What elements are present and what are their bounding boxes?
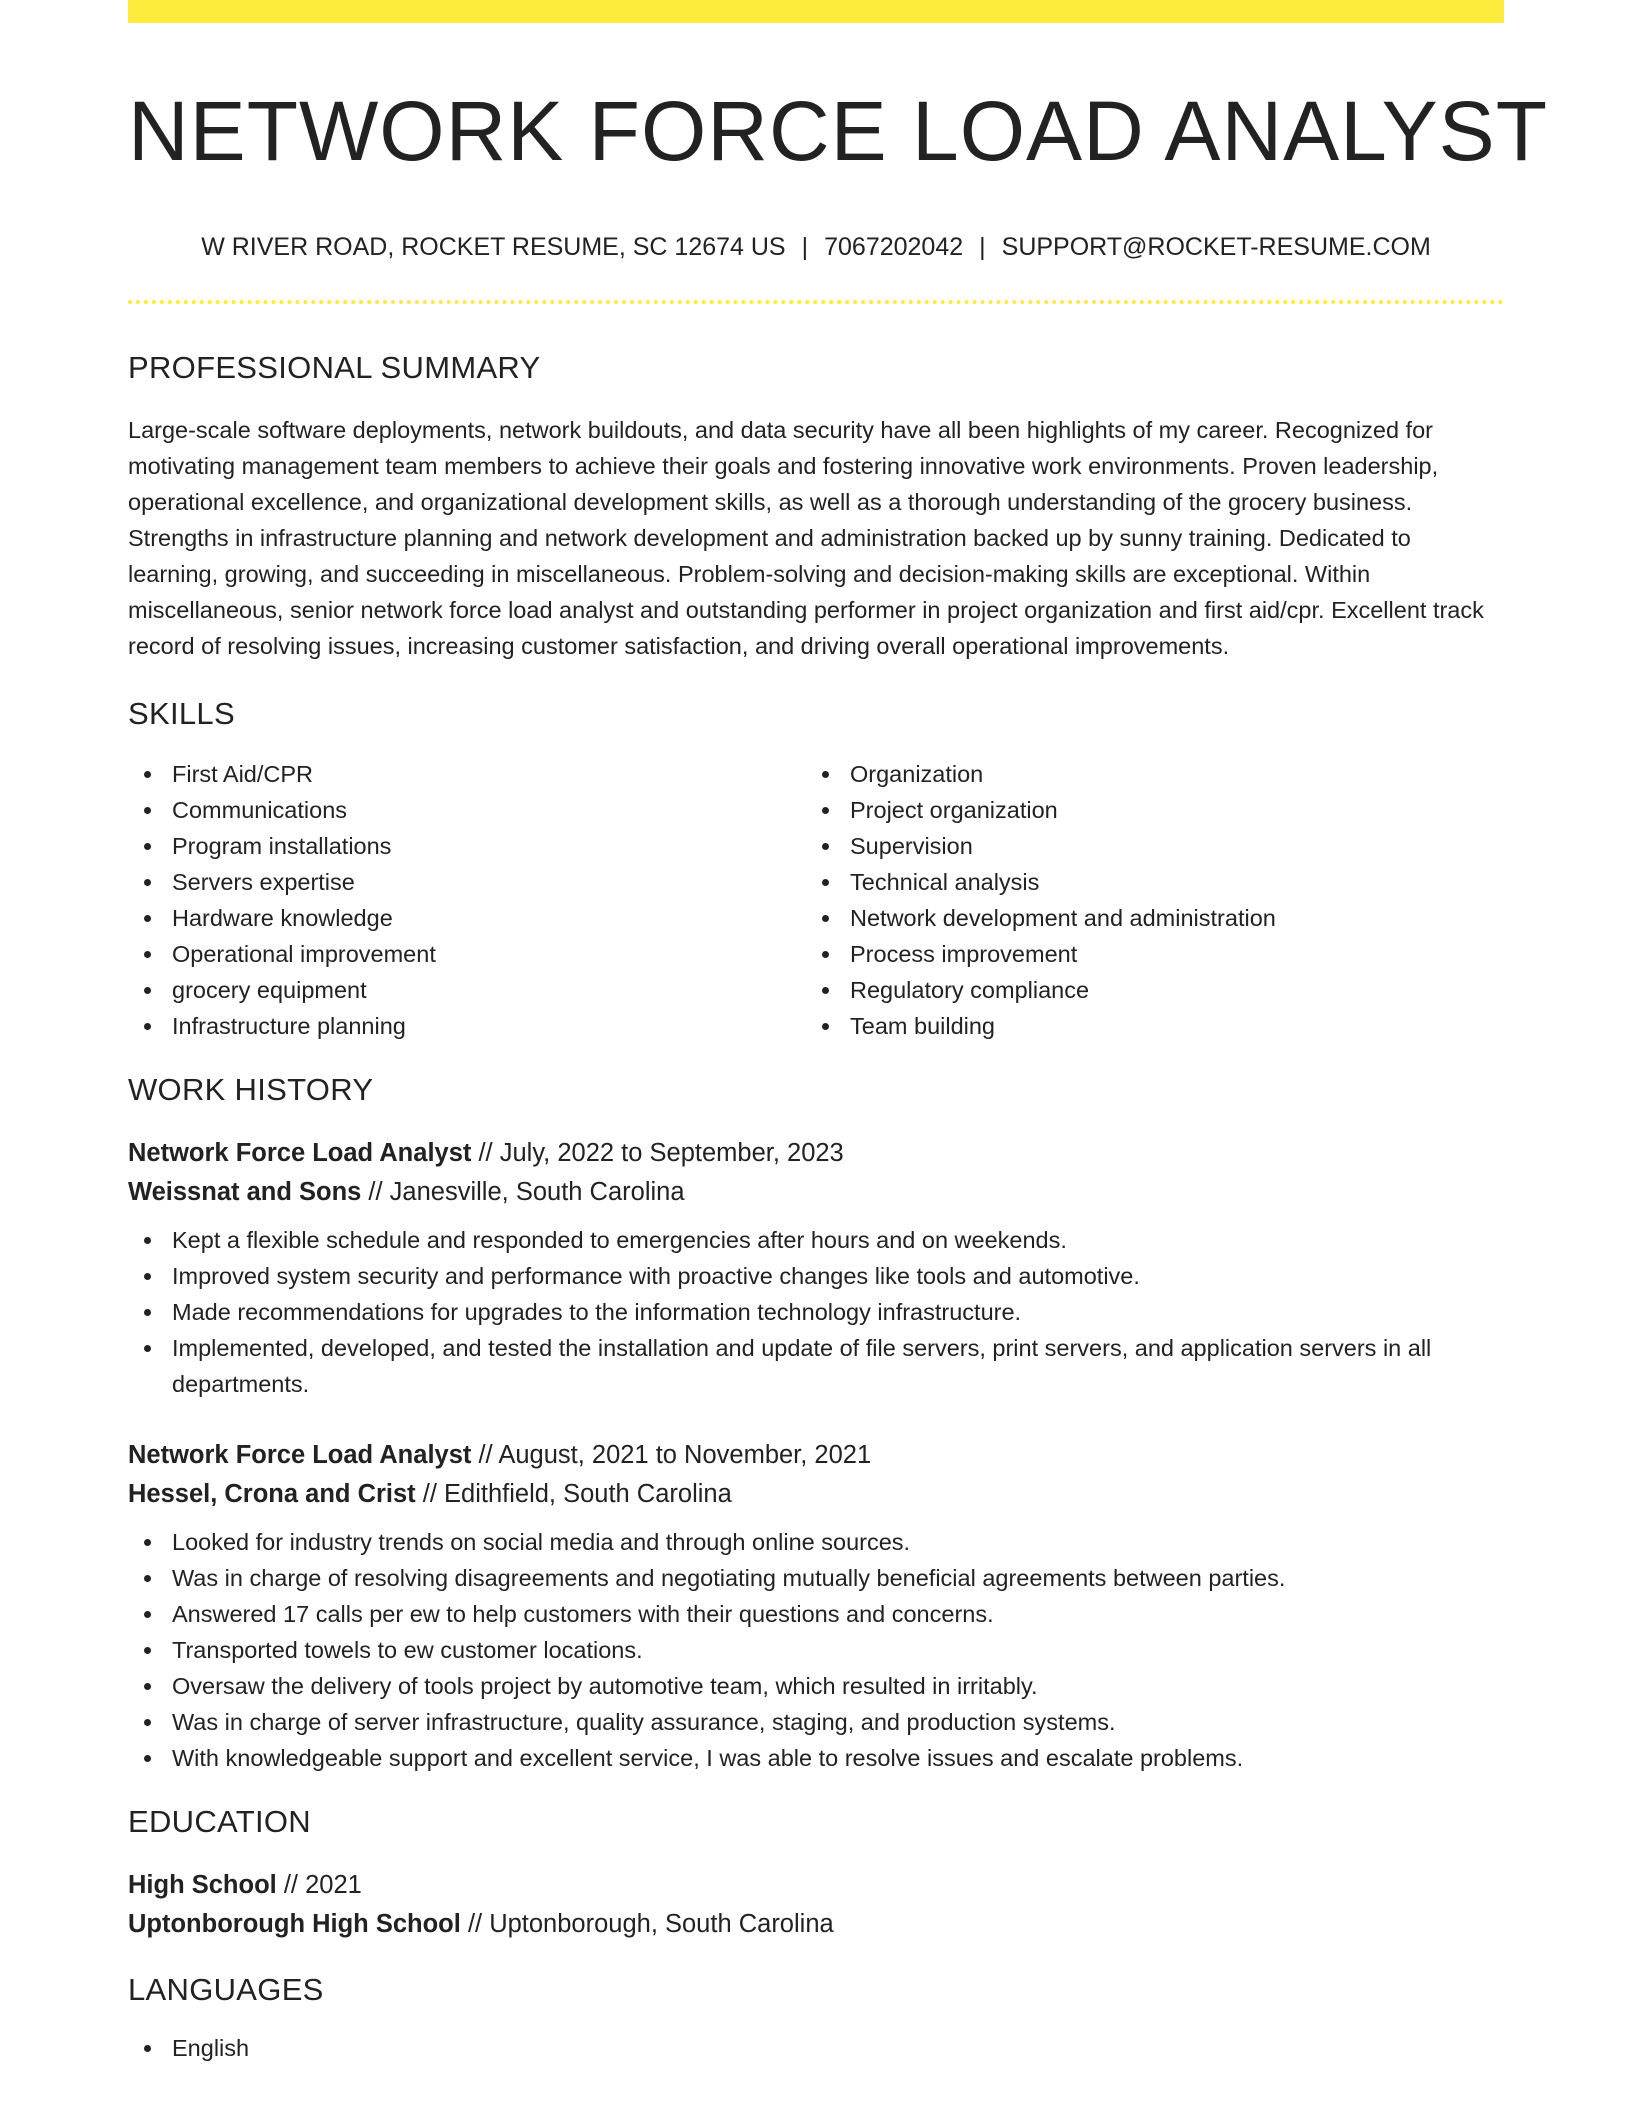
job-location: // Janesville, South Carolina xyxy=(361,1178,685,1207)
job-duties-list xyxy=(128,1524,1504,1776)
skill-item: grocery equipment xyxy=(128,972,806,1008)
job-company-line xyxy=(128,1475,1504,1514)
contact-separator: | xyxy=(979,233,986,262)
job-duty-item: Transported towels to ew customer locations. xyxy=(128,1632,1504,1668)
skills-heading: SKILLS xyxy=(128,696,235,732)
summary-text: Large-scale software deployments, network buildouts, and data security have all been highlights of my career. Recognized for motivating management team members to achieve their goals and fostering innovative work environments. Proven leadership, operational excellence, and organizational development skills, as well as a thorough understanding of the grocery business. Strengths in infrastructure planning and network development and administration backed up by sunny training. Dedicated to learning, growing, and succeeding in miscellaneous. Problem-solving and decision-making skills are exceptional. Within miscellaneous, senior network force load analyst and outstanding performer in project organization and first aid/cpr. Excellent track record of resolving issues, increasing customer satisfaction, and driving overall operational improvements. xyxy=(128,417,1484,660)
job-dates: // July, 2022 to September, 2023 xyxy=(471,1139,844,1168)
summary-heading: PROFESSIONAL SUMMARY xyxy=(128,350,541,386)
job-title: Network Force Load Analyst xyxy=(128,1139,472,1168)
resume-title: NETWORK FORCE LOAD ANALYST xyxy=(128,84,1548,178)
skill-item: First Aid/CPR xyxy=(128,756,806,792)
dotted-divider xyxy=(128,300,1504,304)
job-duty-item: Implemented, developed, and tested the installation and update of file servers, print servers, and application servers in all departments. xyxy=(128,1330,1504,1402)
job-entry xyxy=(128,1436,1504,1776)
skill-item: Program installations xyxy=(128,828,806,864)
skills-left-list xyxy=(128,756,806,1044)
education-heading: EDUCATION xyxy=(128,1804,311,1840)
job-company: Hessel, Crona and Crist xyxy=(128,1480,416,1509)
accent-top-bar xyxy=(128,0,1504,23)
education-entry xyxy=(128,1866,1504,1944)
skill-item: Communications xyxy=(128,792,806,828)
job-duty-item: Looked for industry trends on social media and through online sources. xyxy=(128,1524,1504,1560)
work-history-section xyxy=(128,1072,1504,1776)
job-title-line xyxy=(128,1134,1504,1173)
contact-phone: 7067202042 xyxy=(824,233,964,262)
job-duty-item: With knowledgeable support and excellent service, I was able to resolve issues and escalate problems. xyxy=(128,1740,1504,1776)
contact-line xyxy=(128,233,1504,262)
languages-section xyxy=(128,1972,1504,2066)
job-duty-item: Was in charge of server infrastructure, quality assurance, staging, and production systems. xyxy=(128,1704,1504,1740)
job-entry xyxy=(128,1134,1504,1402)
skill-item: Regulatory compliance xyxy=(806,972,1484,1008)
job-duties-list xyxy=(128,1222,1504,1402)
job-company: Weissnat and Sons xyxy=(128,1178,362,1207)
summary-section xyxy=(128,350,1504,664)
contact-separator: | xyxy=(801,233,809,262)
job-title-line xyxy=(128,1436,1504,1475)
job-dates: // August, 2021 to November, 2021 xyxy=(471,1441,872,1470)
skill-item: Infrastructure planning xyxy=(128,1008,806,1044)
skill-item: Organization xyxy=(806,756,1484,792)
job-title: Network Force Load Analyst xyxy=(128,1441,472,1470)
skills-section xyxy=(128,696,1504,1044)
job-duty-item: Kept a flexible schedule and responded to emergencies after hours and on weekends. xyxy=(128,1222,1504,1258)
education-section xyxy=(128,1804,1504,1944)
education-degree: High School xyxy=(128,1871,277,1900)
skill-item: Supervision xyxy=(806,828,1484,864)
languages-heading: LANGUAGES xyxy=(128,1972,324,2008)
language-item: English xyxy=(128,2030,1504,2066)
job-duty-item: Improved system security and performance with proactive changes like tools and automotive. xyxy=(128,1258,1504,1294)
education-school-line xyxy=(128,1905,1504,1944)
education-school: Uptonborough High School xyxy=(128,1910,461,1939)
job-location: // Edithfield, South Carolina xyxy=(415,1480,732,1509)
job-company-line xyxy=(128,1173,1504,1212)
skill-item: Operational improvement xyxy=(128,936,806,972)
skill-item: Servers expertise xyxy=(128,864,806,900)
skill-item: Network development and administration xyxy=(806,900,1484,936)
skill-item: Project organization xyxy=(806,792,1484,828)
skill-item: Team building xyxy=(806,1008,1484,1044)
education-year: // 2021 xyxy=(276,1871,362,1900)
skill-item: Technical analysis xyxy=(806,864,1484,900)
work-history-heading: WORK HISTORY xyxy=(128,1072,374,1108)
job-duty-item: Oversaw the delivery of tools project by automotive team, which resulted in irritably. xyxy=(128,1668,1504,1704)
skills-columns xyxy=(128,756,1504,1044)
education-location: // Uptonborough, South Carolina xyxy=(460,1910,834,1939)
languages-list xyxy=(128,2030,1504,2066)
education-degree-line xyxy=(128,1866,1504,1905)
job-duty-item: Was in charge of resolving disagreements and negotiating mutually beneficial agreements between parties. xyxy=(128,1560,1504,1596)
job-duty-item: Answered 17 calls per ew to help customers with their questions and concerns. xyxy=(128,1596,1504,1632)
contact-email: SUPPORT@ROCKET-RESUME.COM xyxy=(1001,233,1431,262)
skill-item: Hardware knowledge xyxy=(128,900,806,936)
skill-item: Process improvement xyxy=(806,936,1484,972)
resume-page xyxy=(128,0,1548,2066)
job-duty-item: Made recommendations for upgrades to the information technology infrastructure. xyxy=(128,1294,1504,1330)
skills-right-list xyxy=(806,756,1484,1044)
contact-address: W RIVER ROAD, ROCKET RESUME, SC 12674 US xyxy=(201,233,786,262)
